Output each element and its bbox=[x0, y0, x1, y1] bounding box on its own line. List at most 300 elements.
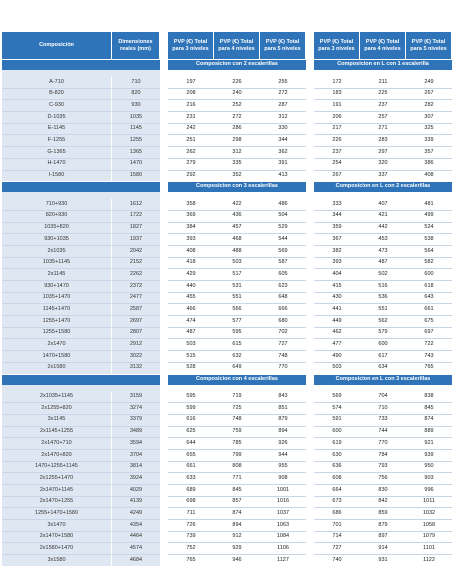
dimension-cell: 2477 bbox=[112, 293, 160, 305]
price-l-5-cell: 408 bbox=[406, 171, 452, 182]
price-3-cell: 528 bbox=[168, 363, 214, 374]
price-l-5-cell: 582 bbox=[406, 258, 452, 270]
row-gap bbox=[306, 124, 314, 136]
composicion-cell: H-1470 bbox=[2, 159, 112, 171]
row-gap bbox=[160, 543, 168, 555]
dimension-cell: 3594 bbox=[112, 438, 160, 450]
dimension-cell: 2587 bbox=[112, 304, 160, 316]
section-gap bbox=[306, 59, 314, 70]
composicion-cell: B-820 bbox=[2, 89, 112, 101]
row-gap bbox=[160, 438, 168, 450]
row-gap bbox=[160, 328, 168, 340]
price-3-cell: 384 bbox=[168, 223, 214, 235]
composicion-cell: 2x1470+1255 bbox=[2, 497, 112, 509]
price-l-4-cell: 634 bbox=[360, 363, 406, 374]
dimension-cell: 4139 bbox=[112, 497, 160, 509]
price-3-cell: 393 bbox=[168, 234, 214, 246]
composicion-cell: 2x1145+1255 bbox=[2, 427, 112, 439]
table-row bbox=[2, 508, 452, 520]
price-3-cell: 633 bbox=[168, 473, 214, 485]
price-l-5-cell: 1079 bbox=[406, 532, 452, 544]
price-3-cell: 216 bbox=[168, 100, 214, 112]
table-row bbox=[2, 520, 452, 532]
header-dimensiones: Dimensiones reales (mm) bbox=[112, 32, 160, 59]
price-3-cell: 279 bbox=[168, 159, 214, 171]
price-l-4-cell: 473 bbox=[360, 246, 406, 258]
row-gap bbox=[306, 112, 314, 124]
price-4-cell: 595 bbox=[214, 328, 260, 340]
price-3-cell: 661 bbox=[168, 462, 214, 474]
price-l-3-cell: 217 bbox=[314, 124, 360, 136]
composicion-cell: 930+1470 bbox=[2, 281, 112, 293]
price-l-4-cell: 600 bbox=[360, 339, 406, 351]
price-l-5-cell: 618 bbox=[406, 281, 452, 293]
price-l-5-cell: 921 bbox=[406, 438, 452, 450]
table-row bbox=[2, 281, 452, 293]
price-3-cell: 358 bbox=[168, 199, 214, 211]
price-l-3-cell: 673 bbox=[314, 497, 360, 509]
price-5-cell: 666 bbox=[260, 304, 306, 316]
table-row bbox=[2, 124, 452, 136]
price-5-cell: 413 bbox=[260, 171, 306, 182]
dimension-cell: 930 bbox=[112, 100, 160, 112]
row-gap bbox=[160, 199, 168, 211]
price-4-cell: 874 bbox=[214, 508, 260, 520]
price-3-cell: 689 bbox=[168, 485, 214, 497]
row-gap bbox=[160, 293, 168, 305]
price-l-3-cell: 727 bbox=[314, 543, 360, 555]
header-pvp-l-3: PVP (€) Total para 3 niveles bbox=[314, 32, 360, 59]
price-3-cell: 765 bbox=[168, 555, 214, 566]
price-l-5-cell: 339 bbox=[406, 135, 452, 147]
row-gap bbox=[160, 403, 168, 415]
table-row bbox=[2, 171, 452, 182]
price-3-cell: 231 bbox=[168, 112, 214, 124]
dimension-cell: 2042 bbox=[112, 246, 160, 258]
price-l-3-cell: 333 bbox=[314, 199, 360, 211]
price-l-4-cell: 536 bbox=[360, 293, 406, 305]
price-l-3-cell: 686 bbox=[314, 508, 360, 520]
price-5-cell: 908 bbox=[260, 473, 306, 485]
dimension-cell: 1580 bbox=[112, 171, 160, 182]
price-3-cell: 474 bbox=[168, 316, 214, 328]
row-gap bbox=[160, 246, 168, 258]
row-gap bbox=[160, 555, 168, 566]
section-header-row bbox=[2, 181, 452, 192]
row-gap bbox=[306, 473, 314, 485]
price-l-3-cell: 254 bbox=[314, 159, 360, 171]
dimension-cell: 3159 bbox=[112, 392, 160, 404]
composicion-cell: 1255+1580 bbox=[2, 328, 112, 340]
dimension-cell: 1937 bbox=[112, 234, 160, 246]
row-gap bbox=[160, 532, 168, 544]
price-4-cell: 272 bbox=[214, 112, 260, 124]
row-gap bbox=[160, 363, 168, 374]
price-l-4-cell: 914 bbox=[360, 543, 406, 555]
dimension-cell: 2372 bbox=[112, 281, 160, 293]
price-4-cell: 577 bbox=[214, 316, 260, 328]
price-4-cell: 615 bbox=[214, 339, 260, 351]
dimension-cell: 1612 bbox=[112, 199, 160, 211]
table-row bbox=[2, 211, 452, 223]
price-4-cell: 566 bbox=[214, 304, 260, 316]
price-l-4-cell: 579 bbox=[360, 328, 406, 340]
price-l-5-cell: 838 bbox=[406, 392, 452, 404]
price-l-3-cell: 267 bbox=[314, 171, 360, 182]
price-l-5-cell: 307 bbox=[406, 112, 452, 124]
price-l-5-cell: 845 bbox=[406, 403, 452, 415]
dimension-cell: 4464 bbox=[112, 532, 160, 544]
price-3-cell: 752 bbox=[168, 543, 214, 555]
table-row bbox=[2, 363, 452, 374]
table-row bbox=[2, 269, 452, 281]
price-l-5-cell: 950 bbox=[406, 462, 452, 474]
price-l-5-cell: 249 bbox=[406, 77, 452, 89]
price-5-cell: 843 bbox=[260, 392, 306, 404]
table-row bbox=[2, 532, 452, 544]
dimension-cell: 1722 bbox=[112, 211, 160, 223]
price-l-4-cell: 879 bbox=[360, 520, 406, 532]
price-4-cell: 298 bbox=[214, 135, 260, 147]
price-l-3-cell: 237 bbox=[314, 147, 360, 159]
table-row bbox=[2, 304, 452, 316]
price-l-5-cell: 903 bbox=[406, 473, 452, 485]
price-4-cell: 468 bbox=[214, 234, 260, 246]
price-l-4-cell: 859 bbox=[360, 508, 406, 520]
price-l-4-cell: 225 bbox=[360, 89, 406, 101]
price-l-3-cell: 404 bbox=[314, 269, 360, 281]
header-pvp-l-4: PVP (€) Total para 4 niveles bbox=[360, 32, 406, 59]
dimension-cell: 3489 bbox=[112, 427, 160, 439]
price-3-cell: 251 bbox=[168, 135, 214, 147]
price-l-5-cell: 499 bbox=[406, 211, 452, 223]
section-title-right: Composicion en L con 3 escalerillas bbox=[314, 374, 452, 385]
row-gap bbox=[306, 147, 314, 159]
section-spacer-row bbox=[2, 192, 452, 199]
section-header-row bbox=[2, 374, 452, 385]
price-l-5-cell: 661 bbox=[406, 304, 452, 316]
composicion-cell: 2x1580+1470 bbox=[2, 543, 112, 555]
price-4-cell: 857 bbox=[214, 497, 260, 509]
price-l-4-cell: 407 bbox=[360, 199, 406, 211]
price-5-cell: 362 bbox=[260, 147, 306, 159]
section-title-right: Composicion en L con 2 escalerillas bbox=[314, 181, 452, 192]
price-4-cell: 436 bbox=[214, 211, 260, 223]
price-l-4-cell: 297 bbox=[360, 147, 406, 159]
composicion-cell: 2x1580 bbox=[2, 363, 112, 374]
price-5-cell: 851 bbox=[260, 403, 306, 415]
row-gap bbox=[160, 473, 168, 485]
dimension-cell: 4354 bbox=[112, 520, 160, 532]
price-3-cell: 711 bbox=[168, 508, 214, 520]
composicion-cell: 1035+1470 bbox=[2, 293, 112, 305]
table-row bbox=[2, 351, 452, 363]
price-4-cell: 517 bbox=[214, 269, 260, 281]
price-5-cell: 955 bbox=[260, 462, 306, 474]
table-row bbox=[2, 392, 452, 404]
row-gap bbox=[160, 147, 168, 159]
row-gap bbox=[160, 77, 168, 89]
price-5-cell: 623 bbox=[260, 281, 306, 293]
price-l-5-cell: 874 bbox=[406, 415, 452, 427]
row-gap bbox=[160, 450, 168, 462]
header-composicion: Composición bbox=[2, 32, 112, 59]
row-gap bbox=[306, 293, 314, 305]
dimension-cell: 4684 bbox=[112, 555, 160, 566]
price-3-cell: 595 bbox=[168, 392, 214, 404]
price-3-cell: 644 bbox=[168, 438, 214, 450]
table-body bbox=[2, 59, 452, 566]
row-gap bbox=[160, 508, 168, 520]
price-l-3-cell: 490 bbox=[314, 351, 360, 363]
price-3-cell: 466 bbox=[168, 304, 214, 316]
price-l-3-cell: 462 bbox=[314, 328, 360, 340]
price-5-cell: 879 bbox=[260, 415, 306, 427]
price-4-cell: 808 bbox=[214, 462, 260, 474]
price-4-cell: 725 bbox=[214, 403, 260, 415]
price-3-cell: 418 bbox=[168, 258, 214, 270]
price-5-cell: 569 bbox=[260, 246, 306, 258]
section-title-left: Composicion con 3 escalerillas bbox=[168, 181, 306, 192]
table-row bbox=[2, 543, 452, 555]
dimension-cell: 710 bbox=[112, 77, 160, 89]
table-row bbox=[2, 328, 452, 340]
dimension-cell: 3924 bbox=[112, 473, 160, 485]
row-gap bbox=[160, 497, 168, 509]
price-l-3-cell: 740 bbox=[314, 555, 360, 566]
price-l-3-cell: 382 bbox=[314, 246, 360, 258]
price-3-cell: 455 bbox=[168, 293, 214, 305]
row-gap bbox=[306, 135, 314, 147]
price-5-cell: 648 bbox=[260, 293, 306, 305]
section-left-band bbox=[112, 181, 160, 192]
price-l-4-cell: 337 bbox=[360, 171, 406, 182]
price-5-cell: 748 bbox=[260, 351, 306, 363]
price-3-cell: 698 bbox=[168, 497, 214, 509]
row-gap bbox=[306, 211, 314, 223]
table-row bbox=[2, 77, 452, 89]
row-gap bbox=[306, 223, 314, 235]
dimension-cell: 3379 bbox=[112, 415, 160, 427]
price-l-5-cell: 643 bbox=[406, 293, 452, 305]
row-gap bbox=[160, 100, 168, 112]
price-l-4-cell: 830 bbox=[360, 485, 406, 497]
price-5-cell: 312 bbox=[260, 112, 306, 124]
price-5-cell: 344 bbox=[260, 135, 306, 147]
price-l-3-cell: 191 bbox=[314, 100, 360, 112]
price-l-3-cell: 714 bbox=[314, 532, 360, 544]
composicion-cell: 3x1580 bbox=[2, 555, 112, 566]
row-gap bbox=[306, 543, 314, 555]
price-l-4-cell: 516 bbox=[360, 281, 406, 293]
table-row bbox=[2, 339, 452, 351]
composicion-cell: 820+930 bbox=[2, 211, 112, 223]
row-gap bbox=[306, 438, 314, 450]
dimension-cell: 2807 bbox=[112, 328, 160, 340]
price-table-container bbox=[2, 32, 451, 566]
row-gap bbox=[160, 135, 168, 147]
price-l-4-cell: 770 bbox=[360, 438, 406, 450]
composicion-cell: 2x1255+1470 bbox=[2, 473, 112, 485]
table-row bbox=[2, 246, 452, 258]
row-gap bbox=[306, 450, 314, 462]
price-5-cell: 680 bbox=[260, 316, 306, 328]
table-row bbox=[2, 89, 452, 101]
row-gap bbox=[306, 316, 314, 328]
price-l-3-cell: 226 bbox=[314, 135, 360, 147]
table-row bbox=[2, 316, 452, 328]
price-3-cell: 208 bbox=[168, 89, 214, 101]
composicion-cell: 2x1035 bbox=[2, 246, 112, 258]
section-gap bbox=[306, 374, 314, 385]
table-row bbox=[2, 234, 452, 246]
price-l-5-cell: 722 bbox=[406, 339, 452, 351]
row-gap bbox=[160, 211, 168, 223]
dimension-cell: 1255 bbox=[112, 135, 160, 147]
price-l-5-cell: 889 bbox=[406, 427, 452, 439]
composicion-cell: 3x1470 bbox=[2, 520, 112, 532]
price-3-cell: 262 bbox=[168, 147, 214, 159]
price-5-cell: 1127 bbox=[260, 555, 306, 566]
price-l-3-cell: 367 bbox=[314, 234, 360, 246]
price-l-4-cell: 211 bbox=[360, 77, 406, 89]
section-left-band bbox=[2, 59, 112, 70]
composicion-cell: 2x1470+1580 bbox=[2, 532, 112, 544]
row-gap bbox=[160, 223, 168, 235]
composicion-cell: C-930 bbox=[2, 100, 112, 112]
price-4-cell: 488 bbox=[214, 246, 260, 258]
price-l-4-cell: 421 bbox=[360, 211, 406, 223]
price-l-4-cell: 237 bbox=[360, 100, 406, 112]
dimension-cell: 1035 bbox=[112, 112, 160, 124]
table-row bbox=[2, 258, 452, 270]
dimension-cell: 2912 bbox=[112, 339, 160, 351]
section-gap bbox=[160, 374, 168, 385]
price-l-5-cell: 325 bbox=[406, 124, 452, 136]
price-l-5-cell: 675 bbox=[406, 316, 452, 328]
table-row bbox=[2, 159, 452, 171]
dimension-cell: 4574 bbox=[112, 543, 160, 555]
header-pvp-3: PVP (€) Total para 3 niveles bbox=[168, 32, 214, 59]
price-l-5-cell: 697 bbox=[406, 328, 452, 340]
row-gap bbox=[306, 392, 314, 404]
price-l-3-cell: 619 bbox=[314, 438, 360, 450]
header-pvp-5: PVP (€) Total para 5 niveles bbox=[260, 32, 306, 59]
price-4-cell: 946 bbox=[214, 555, 260, 566]
price-3-cell: 655 bbox=[168, 450, 214, 462]
price-l-3-cell: 430 bbox=[314, 293, 360, 305]
row-gap bbox=[306, 403, 314, 415]
row-gap bbox=[160, 339, 168, 351]
price-l-5-cell: 996 bbox=[406, 485, 452, 497]
row-gap bbox=[306, 304, 314, 316]
price-5-cell: 272 bbox=[260, 89, 306, 101]
composicion-cell: 2x1035+1145 bbox=[2, 392, 112, 404]
composicion-cell: 1035+820 bbox=[2, 223, 112, 235]
price-5-cell: 894 bbox=[260, 427, 306, 439]
price-l-4-cell: 931 bbox=[360, 555, 406, 566]
row-gap bbox=[306, 532, 314, 544]
price-l-4-cell: 257 bbox=[360, 112, 406, 124]
composicion-cell: 2x1470+820 bbox=[2, 450, 112, 462]
price-l-4-cell: 842 bbox=[360, 497, 406, 509]
price-4-cell: 845 bbox=[214, 485, 260, 497]
price-5-cell: 486 bbox=[260, 199, 306, 211]
table-row bbox=[2, 147, 452, 159]
price-5-cell: 727 bbox=[260, 339, 306, 351]
row-gap bbox=[160, 89, 168, 101]
row-gap bbox=[306, 100, 314, 112]
dimension-cell: 2262 bbox=[112, 269, 160, 281]
header-pvp-l-5: PVP (€) Total para 5 niveles bbox=[406, 32, 452, 59]
row-gap bbox=[160, 269, 168, 281]
price-l-5-cell: 1032 bbox=[406, 508, 452, 520]
price-4-cell: 312 bbox=[214, 147, 260, 159]
price-l-5-cell: 524 bbox=[406, 223, 452, 235]
price-5-cell: 529 bbox=[260, 223, 306, 235]
price-3-cell: 369 bbox=[168, 211, 214, 223]
row-gap bbox=[160, 316, 168, 328]
price-l-5-cell: 1101 bbox=[406, 543, 452, 555]
row-gap bbox=[306, 462, 314, 474]
price-4-cell: 649 bbox=[214, 363, 260, 374]
section-gap bbox=[160, 181, 168, 192]
table-row bbox=[2, 112, 452, 124]
price-l-4-cell: 442 bbox=[360, 223, 406, 235]
price-3-cell: 739 bbox=[168, 532, 214, 544]
dimension-cell: 1365 bbox=[112, 147, 160, 159]
price-5-cell: 287 bbox=[260, 100, 306, 112]
price-3-cell: 408 bbox=[168, 246, 214, 258]
table-row bbox=[2, 485, 452, 497]
price-l-3-cell: 600 bbox=[314, 427, 360, 439]
table-row bbox=[2, 100, 452, 112]
section-left-band bbox=[112, 374, 160, 385]
composicion-cell: 710+930 bbox=[2, 199, 112, 211]
price-l-3-cell: 591 bbox=[314, 415, 360, 427]
price-l-3-cell: 415 bbox=[314, 281, 360, 293]
row-gap bbox=[306, 485, 314, 497]
row-gap bbox=[160, 258, 168, 270]
price-5-cell: 255 bbox=[260, 77, 306, 89]
price-l-4-cell: 551 bbox=[360, 304, 406, 316]
table-row bbox=[2, 438, 452, 450]
row-gap bbox=[306, 281, 314, 293]
price-l-3-cell: 701 bbox=[314, 520, 360, 532]
price-l-3-cell: 477 bbox=[314, 339, 360, 351]
dimension-cell: 3022 bbox=[112, 351, 160, 363]
price-l-4-cell: 897 bbox=[360, 532, 406, 544]
price-l-4-cell: 320 bbox=[360, 159, 406, 171]
composicion-cell: 1035+1145 bbox=[2, 258, 112, 270]
price-3-cell: 242 bbox=[168, 124, 214, 136]
price-l-3-cell: 608 bbox=[314, 473, 360, 485]
section-left-band bbox=[112, 59, 160, 70]
composicion-cell: F-1255 bbox=[2, 135, 112, 147]
row-gap bbox=[306, 555, 314, 566]
price-l-3-cell: 574 bbox=[314, 403, 360, 415]
row-gap bbox=[160, 462, 168, 474]
price-3-cell: 292 bbox=[168, 171, 214, 182]
row-gap bbox=[306, 199, 314, 211]
section-title-left: Composicion con 2 escalerillas bbox=[168, 59, 306, 70]
price-l-3-cell: 664 bbox=[314, 485, 360, 497]
price-4-cell: 894 bbox=[214, 520, 260, 532]
composicion-cell: 2x1470 bbox=[2, 339, 112, 351]
section-title-right: Composicion en L con 1 escalerilla bbox=[314, 59, 452, 70]
row-gap bbox=[306, 89, 314, 101]
price-4-cell: 929 bbox=[214, 543, 260, 555]
